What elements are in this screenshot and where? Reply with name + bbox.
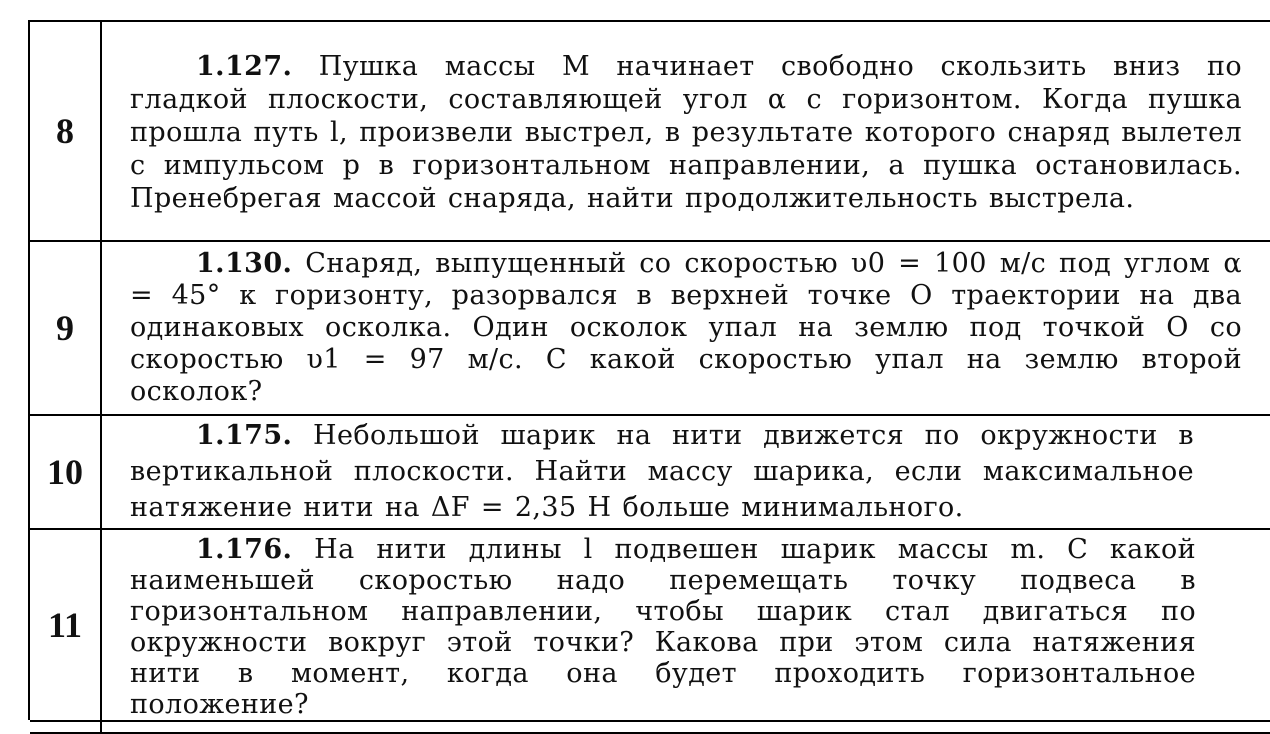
problem-number: 1.175. <box>196 420 293 451</box>
table-row <box>30 529 1270 721</box>
problem-cell <box>101 529 1270 721</box>
problem-number: 1.130. <box>196 248 293 279</box>
problem-sheet <box>28 20 1270 720</box>
problem-text <box>102 418 1270 526</box>
problem-body: Пушка массы M начинает свободно скользить вниз по гладкой плоскости, составляющей угол α с горизонтом. Когда пушка прошла путь l, произвели выстрел, в результате которого снаряд вылетел с импульсом p в горизонтальном направлении, а пушка остановилась. Пренебрегая массой снаряда, найти продолжительность выстрела. <box>130 50 1243 214</box>
row-number-empty <box>30 721 101 733</box>
problem-text <box>102 248 1270 408</box>
table-row <box>30 22 1270 241</box>
row-number: 10 <box>30 415 101 529</box>
problem-number: 1.176. <box>196 534 293 565</box>
problem-cell-empty <box>101 721 1270 733</box>
table-row <box>30 415 1270 529</box>
problem-text <box>102 530 1270 720</box>
problem-cell <box>101 415 1270 529</box>
table-row <box>30 241 1270 415</box>
problem-number: 1.127. <box>196 50 293 82</box>
row-number: 8 <box>30 22 101 241</box>
row-number: 11 <box>30 529 101 721</box>
row-number: 9 <box>30 241 101 415</box>
problem-body: Снаряд, выпущенный со скоростью υ0 = 100 м/с под углом α = 45° к горизонту, разорвался в верхней точке O траектории на два одинаковых осколка. Один осколок упал на землю под точкой O со скоростью υ1 = 97 м/с. С какой скоростью упал на землю второй осколок? <box>130 248 1242 407</box>
problems-table <box>30 22 1270 734</box>
problem-cell <box>101 22 1270 241</box>
problem-cell <box>101 241 1270 415</box>
problem-body: На нити длины l подвешен шарик массы m. С какой наименьшей скоростью надо перемещать точку подвеса в горизонтальном направлении, чтобы шарик стал двигаться по окружности вокруг этой точки? Какова при этом сила натяжения нити в момент, когда она будет проходить горизонтальное положение? <box>130 534 1196 720</box>
table-row <box>30 721 1270 733</box>
problem-body: Небольшой шарик на нити движется по окружности в вертикальной плоскости. Найти массу шарика, если максимальное натяжение нити на ΔF = 2,35 Н больше минимального. <box>130 420 1195 523</box>
problem-text <box>102 48 1270 215</box>
